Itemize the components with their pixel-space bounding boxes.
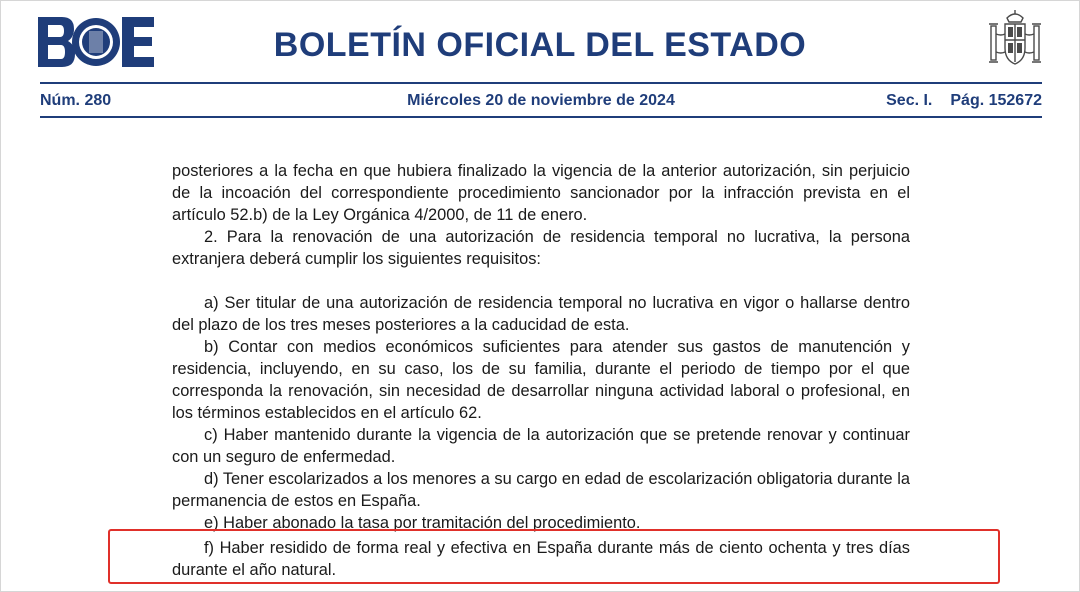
coat-of-arms-icon: [985, 10, 1045, 72]
list-item-c: c) Haber mantenido durante la vigencia de la autorización que se pretende renovar y continuar con un seguro de enfermedad.: [172, 426, 910, 466]
page-number: Pág. 152672: [950, 92, 1042, 109]
list-item-e: e) Haber abonado la tasa por tramitación del procedimiento.: [204, 514, 641, 532]
list-item-d: d) Tener escolarizados a los menores a su cargo en edad de escolarización obligatoria durante la permanencia de estos en España.: [172, 470, 910, 510]
document-body: [172, 160, 910, 534]
bulletin-title: BOLETÍN OFICIAL DEL ESTADO: [273, 26, 807, 64]
highlight-box: [108, 529, 1000, 584]
header-rule-top: [40, 82, 1042, 84]
paragraph-continuation: posteriores a la fecha en que hubiera finalizado la vigencia de la anterior autorización, sin perjuicio de la incoación del correspondiente procedimiento sancionador por la infracción prevista en el artículo 52.b) de la Ley Orgánica 4/2000, de 11 de enero.: [172, 162, 910, 224]
section-page: [886, 92, 1042, 110]
list-item-f: f) Haber residido de forma real y efectiva en España durante más de ciento ochenta y tres días durante el año natural.: [172, 539, 910, 579]
boe-logo: [38, 17, 154, 67]
section-label: Sec. I.: [886, 92, 933, 109]
paragraph-2: 2. Para la renovación de una autorización de residencia temporal no lucrativa, la persona extranjera deberá cumplir los siguientes requisitos:: [172, 228, 910, 268]
list-item-b: b) Contar con medios económicos suficientes para atender sus gastos de manutención y residencia, incluyendo, en su caso, los de su familia, durante el periodo de tiempo por el que corresponda la renovación, sin necesidad de desarrollar ninguna actividad laboral o profesional, en los términos establecidos en el artículo 62.: [172, 338, 910, 422]
header-meta-row: [40, 92, 1042, 112]
list-item-a: a) Ser titular de una autorización de residencia temporal no lucrativa en vigor o hallarse dentro del plazo de los tres meses posteriores a la caducidad de esta.: [172, 294, 910, 334]
header-rule-bottom: [40, 116, 1042, 118]
issue-number: Núm. 280: [40, 92, 112, 109]
issue-date: Miércoles 20 de noviembre de 2024: [407, 92, 675, 109]
